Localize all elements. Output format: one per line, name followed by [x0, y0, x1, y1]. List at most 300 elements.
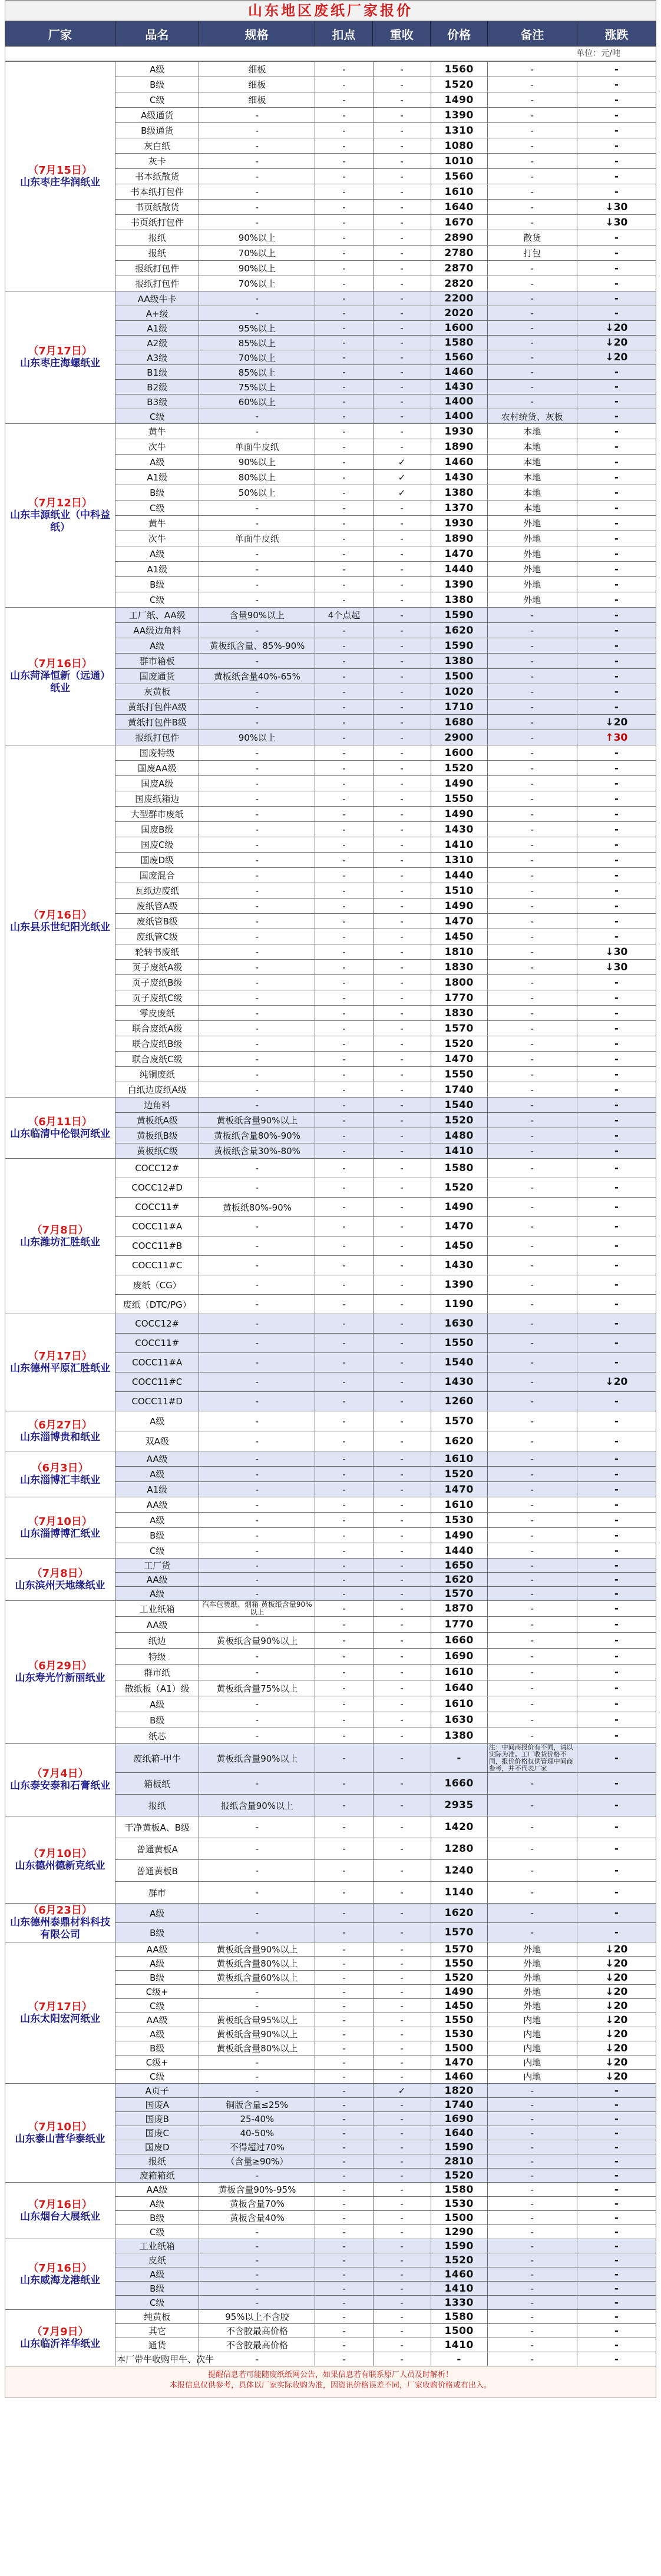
- change-cell: -: [577, 1467, 656, 1482]
- factory-date: （6月29日）: [28, 1660, 92, 1672]
- note-cell: -: [487, 184, 577, 200]
- change-cell: -: [577, 654, 656, 669]
- spec-cell: -: [199, 1178, 315, 1198]
- spec-cell: -: [199, 1067, 315, 1082]
- deduction-cell: -: [315, 715, 373, 730]
- factory-date: （7月16日）: [28, 658, 92, 670]
- change-cell: -: [577, 1198, 656, 1217]
- product-cell: 页子废纸B级: [115, 975, 199, 990]
- price-cell: 1010: [431, 154, 487, 169]
- deduction-cell: -: [315, 1275, 373, 1295]
- spec-cell: -: [199, 2225, 315, 2239]
- product-cell: A3级: [115, 350, 199, 365]
- note-cell: -: [487, 1128, 577, 1143]
- factory-date: （7月16日）: [28, 909, 92, 921]
- change-cell: -: [577, 837, 656, 853]
- factory-cell: [5, 1601, 115, 1744]
- price-cell: 1520: [431, 1971, 487, 1985]
- deduction-cell: -: [315, 2296, 373, 2310]
- deduction-cell: -: [315, 883, 373, 899]
- reweigh-cell: -: [373, 1198, 431, 1217]
- deduction-cell: -: [315, 1985, 373, 1999]
- price-cell: 1450: [431, 1236, 487, 1256]
- price-cell: 1580: [431, 2183, 487, 2197]
- change-cell: -: [577, 2253, 656, 2267]
- deduction-cell: -: [315, 77, 373, 92]
- note-cell: -: [487, 684, 577, 699]
- change-cell: -: [577, 853, 656, 868]
- spec-cell: 汽车包装纸、烟箱 黄板纸含量90%以上: [199, 1601, 315, 1617]
- change-cell: -: [577, 546, 656, 562]
- reweigh-cell: -: [373, 2253, 431, 2267]
- note-cell: 内地: [487, 2027, 577, 2041]
- deduction-cell: -: [315, 2253, 373, 2267]
- deduction-cell: -: [315, 154, 373, 169]
- reweigh-cell: -: [373, 2282, 431, 2296]
- note-cell: -: [487, 1159, 577, 1178]
- factory-name: 山东菏泽恒新（远通）纸业: [10, 670, 111, 694]
- deduction-cell: -: [315, 546, 373, 562]
- factory-name: 山东德州平原汇胜纸业: [10, 1362, 111, 1374]
- price-cell: 1640: [431, 2126, 487, 2140]
- note-cell: 外地: [487, 577, 577, 592]
- reweigh-cell: -: [373, 654, 431, 669]
- change-cell: -: [577, 2239, 656, 2253]
- reweigh-cell: -: [373, 669, 431, 684]
- reweigh-cell: -: [373, 2126, 431, 2140]
- note-cell: -: [487, 2112, 577, 2126]
- spec-cell: -: [199, 975, 315, 990]
- product-cell: AA级: [115, 1497, 199, 1513]
- spec-cell: 报纸含量90%以上: [199, 1795, 315, 1816]
- product-cell: 工业纸箱: [115, 2239, 199, 2253]
- spec-cell: 黄板纸含量75%以上: [199, 1680, 315, 1696]
- spec-cell: -: [199, 761, 315, 776]
- price-cell: 1610: [431, 1665, 487, 1680]
- price-cell: 1520: [431, 1113, 487, 1128]
- deduction-cell: -: [315, 1999, 373, 2013]
- note-cell: -: [487, 2253, 577, 2267]
- change-cell: -: [577, 1587, 656, 1601]
- price-cell: 1380: [431, 592, 487, 608]
- spec-cell: -: [199, 1999, 315, 2013]
- deduction-cell: -: [315, 822, 373, 837]
- product-cell: 国废B: [115, 2112, 199, 2126]
- product-cell: C级: [115, 2296, 199, 2310]
- note-cell: -: [487, 62, 577, 77]
- spec-cell: -: [199, 1275, 315, 1295]
- note-cell: 注：中间商报价有不同，请以实际为准。工厂收货价格不同，报价价格仅供管理中间商参考，并不代表厂家: [487, 1744, 577, 1773]
- reweigh-cell: -: [373, 638, 431, 654]
- product-cell: AA级: [115, 1573, 199, 1587]
- table-row: [5, 1559, 656, 1573]
- note-cell: -: [487, 215, 577, 230]
- reweigh-cell: ✓: [373, 485, 431, 500]
- change-cell: -: [577, 1236, 656, 1256]
- change-cell: -: [577, 1217, 656, 1236]
- product-cell: 报纸: [115, 1795, 199, 1816]
- change-cell: -: [577, 2169, 656, 2183]
- deduction-cell: -: [315, 2211, 373, 2225]
- deduction-cell: -: [315, 321, 373, 336]
- note-cell: -: [487, 2140, 577, 2154]
- product-cell: 工厂纸、AA级: [115, 608, 199, 623]
- deduction-cell: -: [315, 516, 373, 531]
- product-cell: 黄牛: [115, 516, 199, 531]
- deduction-cell: -: [315, 868, 373, 883]
- deduction-cell: -: [315, 1680, 373, 1696]
- deduction-cell: -: [315, 1411, 373, 1431]
- product-cell: B级: [115, 77, 199, 92]
- spec-cell: -: [199, 154, 315, 169]
- reweigh-cell: -: [373, 1573, 431, 1587]
- reweigh-cell: -: [373, 822, 431, 837]
- change-cell: -: [577, 2112, 656, 2126]
- product-cell: C级+: [115, 1985, 199, 1999]
- price-cell: 1490: [431, 1528, 487, 1543]
- spec-cell: -: [199, 1451, 315, 1467]
- product-cell: 零皮废纸: [115, 1006, 199, 1021]
- spec-cell: 90%以上: [199, 230, 315, 246]
- reweigh-cell: -: [373, 2296, 431, 2310]
- product-cell: 普通黄板B: [115, 1860, 199, 1882]
- deduction-cell: -: [315, 169, 373, 184]
- price-cell: 1550: [431, 2013, 487, 2027]
- spec-cell: -: [199, 1467, 315, 1482]
- deduction-cell: -: [315, 2352, 373, 2366]
- change-cell: -: [577, 1649, 656, 1665]
- factory-date: （7月4日）: [31, 1768, 89, 1780]
- reweigh-cell: -: [373, 169, 431, 184]
- deduction-cell: -: [315, 1217, 373, 1236]
- deduction-cell: -: [315, 246, 373, 261]
- price-cell: 1390: [431, 1275, 487, 1295]
- product-cell: 次牛: [115, 531, 199, 546]
- spec-cell: 黄板纸含量60%以上: [199, 1971, 315, 1985]
- price-cell: 1770: [431, 990, 487, 1006]
- change-cell: -: [577, 1559, 656, 1573]
- spec-cell: -: [199, 1816, 315, 1838]
- reweigh-cell: -: [373, 1971, 431, 1985]
- note-cell: -: [487, 1431, 577, 1451]
- spec-cell: -: [199, 1006, 315, 1021]
- factory-name: 山东枣庄华润纸业: [20, 176, 101, 188]
- factory-name: 山东德州德新克纸业: [15, 1859, 105, 1872]
- product-cell: A级通货: [115, 108, 199, 123]
- spec-cell: -: [199, 1838, 315, 1860]
- change-cell: ↓20: [577, 321, 656, 336]
- note-cell: -: [487, 276, 577, 291]
- deduction-cell: -: [315, 1696, 373, 1712]
- price-cell: 1450: [431, 929, 487, 944]
- price-cell: 1560: [431, 62, 487, 77]
- spec-cell: -: [199, 215, 315, 230]
- deduction-cell: -: [315, 745, 373, 761]
- product-cell: 黄纸打包件A级: [115, 699, 199, 715]
- change-cell: ↓20: [577, 1957, 656, 1971]
- reweigh-cell: -: [373, 500, 431, 516]
- spec-cell: -: [199, 1098, 315, 1113]
- reweigh-cell: -: [373, 261, 431, 276]
- product-cell: 页子废纸C级: [115, 990, 199, 1006]
- factory-name: 山东寿光竹新丽纸业: [15, 1672, 105, 1684]
- reweigh-cell: -: [373, 2310, 431, 2324]
- product-cell: 报纸打包件: [115, 276, 199, 291]
- product-cell: 次牛: [115, 439, 199, 455]
- deduction-cell: -: [315, 380, 373, 394]
- product-cell: COCC11#B: [115, 1236, 199, 1256]
- change-cell: -: [577, 1178, 656, 1198]
- change-cell: -: [577, 899, 656, 914]
- deduction-cell: -: [315, 990, 373, 1006]
- note-cell: -: [487, 960, 577, 975]
- note-cell: -: [487, 1633, 577, 1649]
- deduction-cell: -: [315, 1601, 373, 1617]
- spec-cell: 80%以上: [199, 470, 315, 485]
- factory-date: （7月17日）: [28, 345, 92, 357]
- factory-cell: [5, 1497, 115, 1559]
- price-cell: 1800: [431, 975, 487, 990]
- reweigh-cell: -: [373, 1275, 431, 1295]
- deduction-cell: -: [315, 439, 373, 455]
- note-cell: -: [487, 1052, 577, 1067]
- product-cell: COCC11#C: [115, 1372, 199, 1392]
- note-cell: -: [487, 1860, 577, 1882]
- change-cell: -: [577, 1816, 656, 1838]
- reweigh-cell: -: [373, 2056, 431, 2070]
- price-cell: 1640: [431, 200, 487, 215]
- note-cell: -: [487, 1904, 577, 1923]
- change-cell: -: [577, 2084, 656, 2098]
- note-cell: -: [487, 1036, 577, 1052]
- price-cell: 1580: [431, 2310, 487, 2324]
- product-cell: COCC11#: [115, 1198, 199, 1217]
- deduction-cell: -: [315, 1143, 373, 1159]
- note-cell: -: [487, 1559, 577, 1573]
- note-cell: -: [487, 837, 577, 853]
- spec-cell: -: [199, 1431, 315, 1451]
- reweigh-cell: -: [373, 409, 431, 424]
- reweigh-cell: -: [373, 2154, 431, 2169]
- spec-cell: -: [199, 1334, 315, 1353]
- factory-name: 山东威海龙港纸业: [20, 2274, 101, 2286]
- product-cell: C级: [115, 2070, 199, 2084]
- change-cell: -: [577, 380, 656, 394]
- product-cell: C级+: [115, 2056, 199, 2070]
- price-cell: 1540: [431, 1353, 487, 1372]
- deduction-cell: -: [315, 669, 373, 684]
- price-cell: 1570: [431, 1587, 487, 1601]
- note-cell: 本地: [487, 439, 577, 455]
- deduction-cell: -: [315, 1006, 373, 1021]
- product-cell: 工厂货: [115, 1559, 199, 1573]
- change-cell: -: [577, 1860, 656, 1882]
- note-cell: -: [487, 1236, 577, 1256]
- spec-cell: 黄板纸含量90%以上: [199, 1633, 315, 1649]
- deduction-cell: -: [315, 2070, 373, 2084]
- change-cell: ↓20: [577, 1372, 656, 1392]
- price-cell: 1020: [431, 684, 487, 699]
- factory-cell: [5, 62, 115, 291]
- deduction-cell: -: [315, 409, 373, 424]
- factory-cell: [5, 1159, 115, 1314]
- reweigh-cell: -: [373, 365, 431, 380]
- reweigh-cell: -: [373, 1838, 431, 1860]
- reweigh-cell: -: [373, 1128, 431, 1143]
- price-cell: 1520: [431, 77, 487, 92]
- price-cell: 1390: [431, 577, 487, 592]
- price-cell: 1740: [431, 2098, 487, 2112]
- price-cell: 1540: [431, 1098, 487, 1113]
- note-cell: -: [487, 365, 577, 380]
- deduction-cell: -: [315, 291, 373, 306]
- deduction-cell: -: [315, 123, 373, 138]
- table-row: [5, 745, 656, 761]
- deduction-cell: -: [315, 336, 373, 350]
- change-cell: -: [577, 1744, 656, 1773]
- spec-cell: -: [199, 1985, 315, 1999]
- reweigh-cell: -: [373, 1665, 431, 1680]
- change-cell: -: [577, 1334, 656, 1353]
- note-cell: -: [487, 2239, 577, 2253]
- note-cell: -: [487, 2126, 577, 2140]
- spec-cell: -: [199, 306, 315, 321]
- spec-cell: 黄板纸含量95%以上: [199, 2013, 315, 2027]
- product-cell: B级: [115, 2041, 199, 2056]
- change-cell: -: [577, 1052, 656, 1067]
- table-row: [5, 1942, 656, 1957]
- note-cell: -: [487, 1497, 577, 1513]
- spec-cell: -: [199, 123, 315, 138]
- price-cell: 1410: [431, 837, 487, 853]
- change-cell: -: [577, 868, 656, 883]
- spec-cell: 90%以上: [199, 261, 315, 276]
- spec-cell: 黄板纸含量、85%-90%: [199, 638, 315, 654]
- change-cell: -: [577, 1665, 656, 1680]
- deduction-cell: -: [315, 1467, 373, 1482]
- price-cell: 1460: [431, 2267, 487, 2282]
- change-cell: ↓20: [577, 715, 656, 730]
- change-cell: -: [577, 1513, 656, 1528]
- reweigh-cell: -: [373, 899, 431, 914]
- note-cell: -: [487, 1353, 577, 1372]
- product-cell: 黄板纸B级: [115, 1128, 199, 1143]
- spec-cell: -: [199, 715, 315, 730]
- change-cell: ↓20: [577, 2070, 656, 2084]
- price-cell: 1570: [431, 1923, 487, 1942]
- change-cell: ↓20: [577, 2056, 656, 2070]
- note-cell: -: [487, 1773, 577, 1795]
- table-row: [5, 2084, 656, 2098]
- factory-date: （6月23日）: [28, 1904, 92, 1917]
- factory-date: （7月10日）: [28, 1515, 92, 1528]
- deduction-cell: -: [315, 1838, 373, 1860]
- note-cell: -: [487, 608, 577, 623]
- factory-cell: [5, 1411, 115, 1451]
- reweigh-cell: -: [373, 2041, 431, 2056]
- deduction-cell: -: [315, 1728, 373, 1744]
- factory-date: （6月11日）: [28, 1115, 92, 1128]
- product-cell: 报纸: [115, 246, 199, 261]
- change-cell: -: [577, 1451, 656, 1467]
- price-cell: 1290: [431, 2225, 487, 2239]
- product-cell: 特级: [115, 1649, 199, 1665]
- price-cell: 1470: [431, 546, 487, 562]
- product-cell: COCC12#: [115, 1314, 199, 1334]
- price-cell: 1440: [431, 1543, 487, 1559]
- spec-cell: -: [199, 138, 315, 154]
- deduction-cell: -: [315, 2183, 373, 2197]
- change-cell: -: [577, 2197, 656, 2211]
- spec-cell: -: [199, 944, 315, 960]
- price-cell: 1460: [431, 455, 487, 470]
- price-cell: 1400: [431, 409, 487, 424]
- change-cell: -: [577, 230, 656, 246]
- product-cell: COCC11#A: [115, 1353, 199, 1372]
- factory-cell: [5, 1559, 115, 1601]
- product-cell: A级: [115, 1957, 199, 1971]
- price-cell: 1480: [431, 1128, 487, 1143]
- note-cell: -: [487, 2225, 577, 2239]
- price-cell: 2890: [431, 230, 487, 246]
- product-cell: AA级: [115, 1617, 199, 1633]
- reweigh-cell: ✓: [373, 455, 431, 470]
- reweigh-cell: -: [373, 531, 431, 546]
- price-cell: 1620: [431, 1904, 487, 1923]
- deduction-cell: -: [315, 654, 373, 669]
- product-cell: 页子废纸A级: [115, 960, 199, 975]
- note-cell: -: [487, 1295, 577, 1314]
- deduction-cell: -: [315, 230, 373, 246]
- change-cell: ↓20: [577, 350, 656, 365]
- price-cell: 1470: [431, 914, 487, 929]
- product-cell: A级: [115, 1696, 199, 1712]
- change-cell: -: [577, 306, 656, 321]
- product-cell: 书本纸打包件: [115, 184, 199, 200]
- note-cell: 外地: [487, 562, 577, 577]
- price-cell: 1610: [431, 184, 487, 200]
- spec-cell: -: [199, 1513, 315, 1528]
- note-cell: -: [487, 1256, 577, 1275]
- deduction-cell: -: [315, 2239, 373, 2253]
- change-cell: -: [577, 2310, 656, 2324]
- deduction-cell: -: [315, 500, 373, 516]
- price-cell: 1520: [431, 2169, 487, 2183]
- reweigh-cell: -: [373, 1353, 431, 1372]
- reweigh-cell: -: [373, 1543, 431, 1559]
- change-cell: -: [577, 1411, 656, 1431]
- note-cell: -: [487, 169, 577, 184]
- reweigh-cell: -: [373, 1795, 431, 1816]
- spec-cell: -: [199, 1587, 315, 1601]
- change-cell: -: [577, 2282, 656, 2296]
- deduction-cell: -: [315, 1159, 373, 1178]
- note-cell: -: [487, 990, 577, 1006]
- deduction-cell: -: [315, 1665, 373, 1680]
- table-row: [5, 1098, 656, 1113]
- deduction-cell: -: [315, 470, 373, 485]
- price-cell: 2900: [431, 730, 487, 745]
- factory-name: 山东县乐世纪阳光纸业: [10, 921, 111, 933]
- reweigh-cell: -: [373, 1098, 431, 1113]
- product-cell: A级: [115, 1904, 199, 1923]
- reweigh-cell: -: [373, 1985, 431, 1999]
- reweigh-cell: -: [373, 1744, 431, 1773]
- reweigh-cell: -: [373, 1052, 431, 1067]
- deduction-cell: -: [315, 365, 373, 380]
- spec-cell: -: [199, 883, 315, 899]
- reweigh-cell: -: [373, 215, 431, 230]
